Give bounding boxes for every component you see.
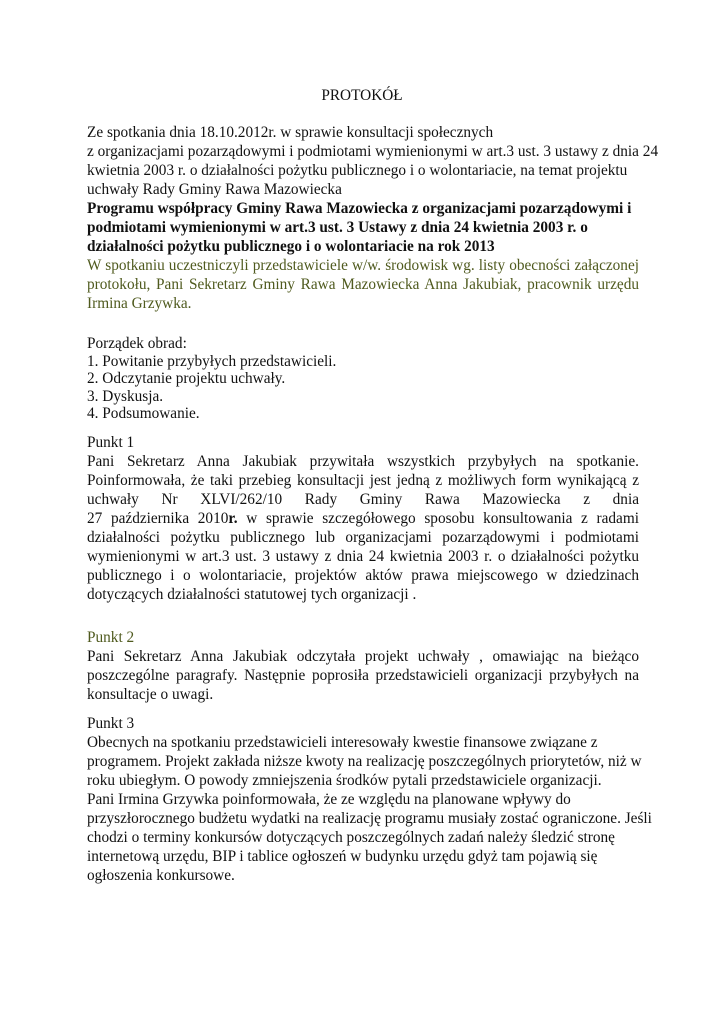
punkt1-line: Pani Sekretarz Anna Jakubiak przywitała wszystkich przybyłych na spotkanie. bbox=[87, 452, 639, 470]
program-title-line: Programu współpracy Gminy Rawa Mazowiecka z organizacjami pozarządowymi i bbox=[87, 200, 632, 217]
punkt1-line: Poinformowała, że taki przebieg konsultacji jest jedną z możliwych form wynikającą z bbox=[87, 471, 639, 489]
punkt1-date-suffix: r. bbox=[228, 509, 238, 527]
agenda-heading: Porządek obrad: bbox=[87, 335, 187, 352]
document-title: PROTOKÓŁ bbox=[321, 87, 403, 104]
punkt3-line: programem. Projekt zakłada niższe kwoty na realizację poszczególnych priorytetów, niż w bbox=[87, 753, 642, 770]
attendance-line: Irmina Grzywka. bbox=[87, 295, 192, 312]
intro-line: Ze spotkania dnia 18.10.2012r. w sprawie konsultacji społecznych bbox=[87, 124, 494, 141]
punkt2-line: Pani Sekretarz Anna Jakubiak odczytała projekt uchwały , omawiając na bieżąco bbox=[87, 648, 639, 665]
attendance-line: W spotkaniu uczestniczyli przedstawiciele w/w. środowisk wg. listy obecności załączonej bbox=[87, 257, 639, 274]
punkt1-line-date bbox=[87, 509, 639, 528]
punkt1-section bbox=[87, 434, 639, 604]
punkt3-line: Pani Irmina Grzywka poinformowała, że ze względu na planowane wpływy do bbox=[87, 791, 571, 808]
punkt1-heading: Punkt 1 bbox=[87, 434, 135, 451]
punkt1-line: publicznego i o wolontariacie, projektów aktów prawa miejscowego w dziedzinach bbox=[87, 566, 639, 584]
agenda-item: 1. Powitanie przybyłych przedstawicieli. bbox=[87, 352, 337, 370]
agenda-item: 3. Dyskusja. bbox=[87, 387, 164, 405]
punkt3-line: roku ubiegłym. O powody zmniejszenia środków pytali przedstawiciele organizacji. bbox=[87, 772, 602, 789]
punkt2-line: poszczególne paragrafy. Następnie poprosiła przedstawicieli organizacji przybyłych na bbox=[87, 667, 639, 684]
punkt3-line: ogłoszenia konkursowe. bbox=[87, 867, 235, 884]
program-title-line: działalności pożytku publicznego i o wolontariacie na rok 2013 bbox=[87, 238, 495, 255]
intro-paragraph bbox=[87, 123, 659, 313]
attendance-line: protokołu, Pani Sekretarz Gminy Rawa Mazowiecka Anna Jakubiak, pracownik urzędu bbox=[87, 276, 639, 293]
punkt2-heading: Punkt 2 bbox=[87, 629, 135, 646]
punkt3-line: przyszłorocznego budżetu wydatki na realizację programu musiały zostać ograniczone. Jeśli bbox=[87, 810, 652, 827]
intro-line: kwietnia 2003 r. o działalności pożytku publicznego i o wolontariacie, na temat projektu bbox=[87, 162, 628, 179]
punkt3-line: internetową urzędu, BIP i tablice ogłoszeń w budynku urzędu gdyż tam pojawią się bbox=[87, 848, 598, 865]
punkt3-heading: Punkt 3 bbox=[87, 715, 135, 732]
agenda-item: 2. Odczytanie projektu uchwały. bbox=[87, 370, 286, 387]
punkt1-date-text: 27 października 2010 bbox=[87, 509, 229, 527]
intro-line: z organizacjami pozarządowymi i podmiotami wymienionymi w art.3 ust. 3 ustawy z dnia 24 bbox=[87, 143, 659, 160]
punkt2-line: konsultacje o uwagi. bbox=[87, 686, 214, 703]
punkt1-line: działalności pożytku publicznego lub organizacjami pozarządowymi i podmiotami bbox=[87, 528, 639, 546]
punkt1-line: dotyczących działalności statutowej tych organizacji . bbox=[87, 585, 417, 603]
intro-line: uchwały Rady Gminy Rawa Mazowiecka bbox=[87, 181, 342, 198]
punkt3-line: Obecnych na spotkaniu przedstawicieli interesowały kwestie finansowe związane z bbox=[87, 734, 598, 751]
punkt1-line: uchwały Nr XLVI/262/10 Rady Gminy Rawa Mazowiecka z dnia bbox=[87, 490, 639, 508]
punkt2-section bbox=[87, 628, 639, 704]
punkt1-line: wymienionymi w art.3 ust. 3 ustawy z dnia 24 kwietnia 2003 r. o działalności pożytku bbox=[87, 547, 639, 565]
agenda-section bbox=[87, 335, 639, 423]
agenda-item: 4. Podsumowanie. bbox=[87, 405, 200, 422]
punkt3-line: chodzi o terminy konkursów dotyczących poszczególnych zadań należy śledzić stronę bbox=[87, 829, 615, 846]
punkt3-section bbox=[87, 714, 652, 885]
punkt1-date-rest: w sprawie szczegółowego sposobu konsultowania z radami bbox=[237, 509, 639, 527]
program-title-line: podmiotami wymienionymi w art.3 ust. 3 Ustawy z dnia 24 kwietnia 2003 r. o bbox=[87, 219, 588, 236]
